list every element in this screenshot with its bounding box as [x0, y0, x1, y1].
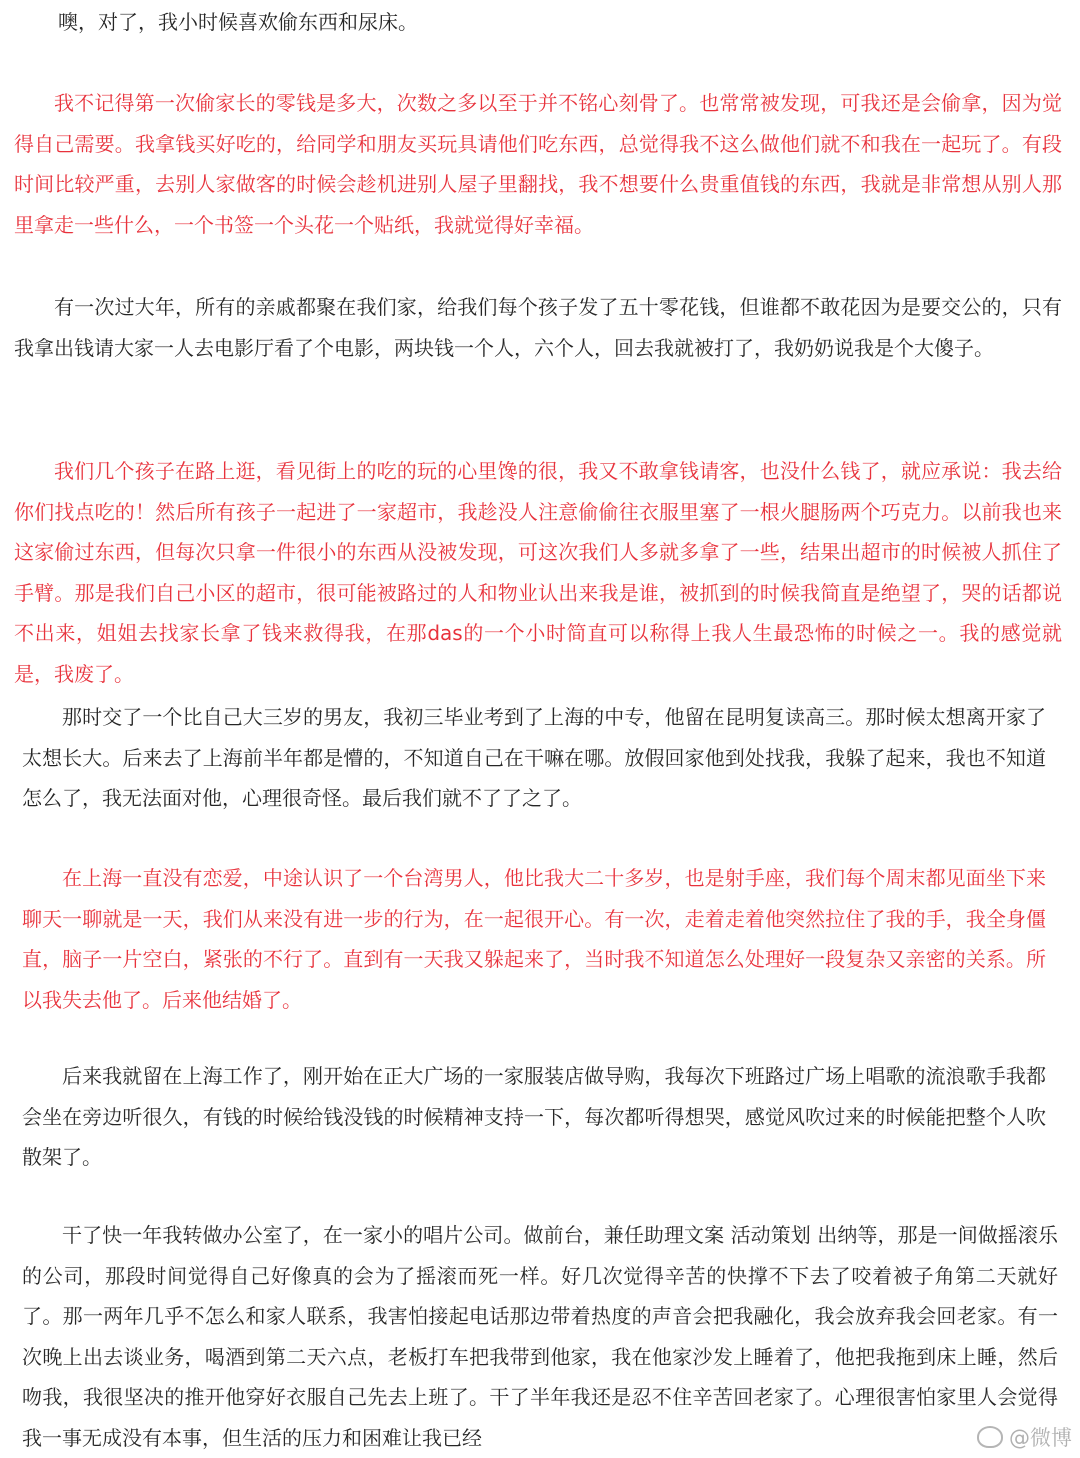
paragraph-taiwan-man: 在上海一直没有恋爱，中途认识了一个台湾男人，他比我大二十多岁，也是射手座，我们每个周末都见面坐下来聊天一聊就是一天，我们从来没有进一步的行为，在一起很开心。有一次，走着走着他突然拉住了我的手，我全身僵直，脑子一片空白，紧张的不行了。直到有一天我又躲起来了，当时我不知道怎么处理好一段复杂又亲密的关系。所以我失去他了。后来他结婚了。	[22, 866, 1046, 1012]
weibo-logo-icon	[977, 1426, 1003, 1448]
paragraph-supermarket: 我们几个孩子在路上逛，看见街上的吃的玩的心里馋的很，我又不敢拿钱请客，也没什么钱了，就应承说：我去给你们找点吃的！然后所有孩子一起进了一家超市，我趁没人注意偷偷往衣服里塞了一根火腿肠两个巧克力。以前我也来这家偷过东西，但每次只拿一件很小的东西从没被发现，可这次我们人多就多拿了一些，结果出超市的时候被人抓住了手臂。那是我们自己小区的超市，很可能被路过的人和物业认出来我是谁，被抓到的时候我简直是绝望了，哭的话都说不出来，姐姐去找家长拿了钱来救得我，在那das的一个小时简直可以称得上我人生最恐怖的时候之一。我的感觉就是，我废了。	[14, 459, 1062, 686]
paragraph-record-company: 干了快一年我转做办公室了，在一家小的唱片公司。做前台，兼任助理文案 活动策划 出纳等，那是一间做摇滚乐的公司，那段时间觉得自己好像真的会为了摇滚而死一样。好几次觉得辛苦的快撑不下去了咬着被子角第二天就好了。那一两年几乎不怎么和家人联系，我害怕接起电话那边带着热度的声音会把我融化，我会放弃我会回老家。有一次晚上出去谈业务，喝酒到第二天六点，老板打车把我带到他家，我在他家沙发上睡着了，他把我拖到床上睡，然后吻我，我很坚决的推开他穿好衣服自己先去上班了。干了半年我还是忍不住辛苦回老家了。心理很害怕家里人会觉得我一事无成没有本事，但生活的压力和困难让我已经	[22, 1223, 1058, 1450]
paragraph-intro: 噢，对了，我小时候喜欢偷东西和尿床。	[58, 10, 418, 34]
paragraph-new-year: 有一次过大年，所有的亲戚都聚在我们家，给我们每个孩子发了五十零花钱，但谁都不敢花因为是要交公的，只有我拿出钱请大家一人去电影厅看了个电影，两块钱一个人，六个人，回去我就被打了，我奶奶说我是个大傻子。	[14, 295, 1062, 360]
watermark-text: @微博	[1009, 1426, 1072, 1450]
paragraph-stealing-money: 我不记得第一次偷家长的零钱是多大，次数之多以至于并不铭心刻骨了。也常常被发现，可我还是会偷拿，因为觉得自己需要。我拿钱买好吃的，给同学和朋友买玩具请他们吃东西，总觉得我不这么做他们就不和我在一起玩了。有段时间比较严重，去别人家做客的时候会趁机进别人屋子里翻找，我不想要什么贵重值钱的东西，我就是非常想从别人那里拿走一些什么，一个书签一个头花一个贴纸，我就觉得好幸福。	[14, 91, 1062, 237]
paragraph-boyfriend: 那时交了一个比自己大三岁的男友，我初三毕业考到了上海的中专，他留在昆明复读高三。那时候太想离开家了太想长大。后来去了上海前半年都是懵的，不知道自己在干嘛在哪。放假回家他到处找我，我躲了起来，我也不知道怎么了，我无法面对他，心理很奇怪。最后我们就不了了之了。	[22, 705, 1046, 810]
weibo-watermark	[977, 1422, 1072, 1452]
paragraph-shopping-guide: 后来我就留在上海工作了，刚开始在正大广场的一家服装店做导购，我每次下班路过广场上唱歌的流浪歌手我都会坐在旁边听很久，有钱的时候给钱没钱的时候精神支持一下，每次都听得想哭，感觉风吹过来的时候能把整个人吹散架了。	[22, 1064, 1046, 1169]
